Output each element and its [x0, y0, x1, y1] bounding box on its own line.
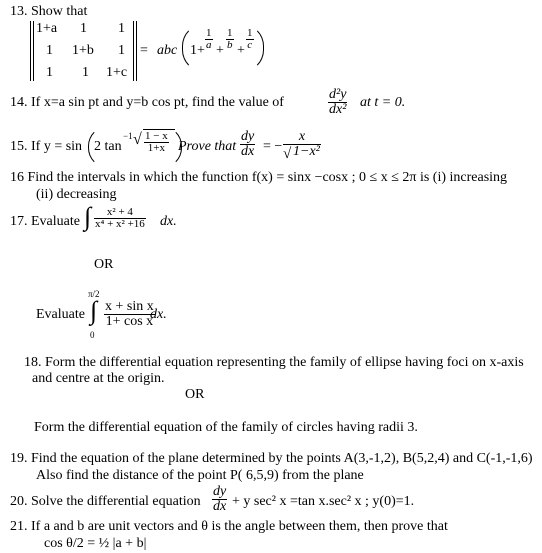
q14-tail: at t = 0. [360, 95, 406, 110]
det-left-bar [30, 21, 31, 81]
or-separator-2: OR [185, 387, 205, 402]
q13-frac-b-num: 1 [227, 27, 233, 39]
q14-num: d²y [329, 87, 347, 102]
q13-frac-a-den: a [206, 39, 212, 51]
q20-dx: dx [213, 499, 227, 514]
q15-radical-sign: √ [133, 131, 142, 148]
or-separator-1: OR [94, 257, 114, 272]
evaluate2-den: 1+ cos x [105, 314, 154, 329]
q14-text: 14. If x=a sin pt and y=b cos pt, find the value of [10, 95, 284, 110]
q15-dx: dx [241, 144, 255, 159]
q13-plus: + [237, 43, 245, 58]
q16-line2: (ii) decreasing [36, 187, 117, 202]
q13-equals: = [140, 43, 148, 58]
q15-rhs-radical: √ [283, 146, 292, 162]
circles-question: Form the differential equation of the family of circles having radii 3. [34, 420, 418, 435]
evaluate2-dx: dx. [150, 307, 167, 322]
q17-num: x² + 4 [106, 206, 133, 218]
q17-dx: dx. [160, 214, 177, 229]
integral-lower-limit: 0 [90, 330, 95, 340]
det-cell: 1 [118, 21, 125, 36]
det-cell: 1 [82, 65, 89, 80]
q13-label: 13. Show that [10, 4, 88, 19]
evaluate2-num: x + sin x [105, 299, 154, 314]
integral-sign: ∫ [84, 202, 92, 231]
q13-frac-b-den: b [227, 39, 233, 51]
det-cell: 1 [118, 43, 125, 58]
det-cell: 1 [46, 43, 53, 58]
q13-frac-c-den: c [247, 39, 253, 51]
q15-rad-den: 1+x [144, 142, 169, 154]
integral-upper-limit: π/2 [88, 289, 100, 299]
q20-dy: dy [213, 484, 227, 499]
q20-pre: 20. Solve the differential equation [10, 494, 201, 509]
det-left-bar-inner [33, 21, 34, 81]
q20-rest: + y sec² x =tan x.sec² x ; y(0)=1. [232, 494, 415, 509]
det-cell: 1+c [106, 65, 128, 80]
q17-den: x⁴ + x² +16 [95, 218, 145, 230]
det-right-bar [133, 21, 134, 81]
det-cell: 1+a [36, 21, 58, 36]
q15-two-tan: 2 tan [94, 139, 122, 154]
q15-prove: Prove that [178, 139, 237, 154]
q16-line1: 16 Find the intervals in which the function f(x) = sinx −cosx ; 0 ≤ x ≤ 2π is (i) increasing [10, 170, 508, 185]
q15-rad-num: 1 − x [145, 130, 168, 142]
q15-eq: = − [263, 139, 283, 154]
q15-pre: 15. If y = sin [10, 139, 83, 154]
det-cell: 1+b [72, 43, 94, 58]
q14-den: dx² [329, 102, 347, 117]
q13-frac-c-num: 1 [247, 27, 253, 39]
q13-one-plus: 1+ [190, 43, 205, 58]
evaluate-label: Evaluate [36, 307, 85, 322]
q15-rhs-num: x [298, 129, 306, 144]
q13-frac-a-num: 1 [206, 27, 212, 39]
q21-line2: cos θ/2 = ½ |a + b| [44, 536, 147, 551]
integral-sign: ∫ [90, 296, 98, 325]
q21-line1: 21. If a and b are unit vectors and θ is the angle between them, then prove that [10, 519, 448, 534]
q18-line2: and centre at the origin. [32, 371, 165, 386]
q13-plus: + [216, 43, 224, 58]
det-cell: 1 [80, 21, 87, 36]
det-cell: 1 [46, 65, 53, 80]
q18-line1: 18. Form the differential equation representing the family of ellipse having foci on x-axis [24, 355, 524, 370]
q15-inverse: −1 [123, 131, 133, 141]
q19-line2: Also find the distance of the point P( 6,5,9) from the plane [36, 468, 364, 483]
q19-line1: 19. Find the equation of the plane determined by the points A(3,-1,2), B(5,2,4) and C(-1,-1,6) [10, 451, 533, 466]
q15-rhs-den: 1−x² [283, 144, 321, 159]
q17-label: 17. Evaluate [10, 214, 80, 229]
q15-dy: dy [241, 129, 255, 144]
det-right-bar-inner [136, 21, 137, 81]
q13-abc: abc [157, 43, 178, 58]
